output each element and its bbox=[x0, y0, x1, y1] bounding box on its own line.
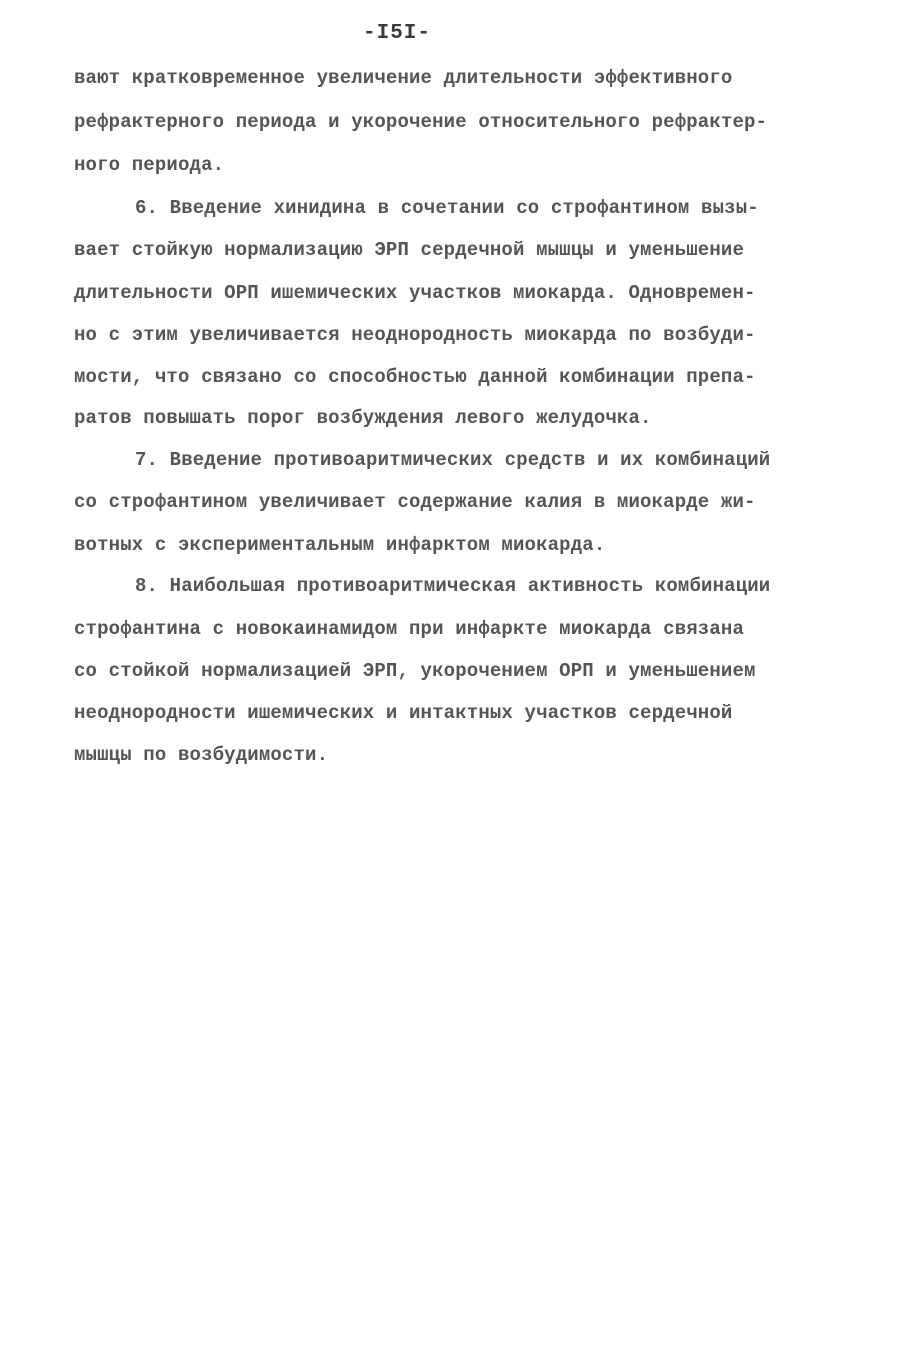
text-line: рефрактерного периода и укорочение относительного рефрактер- bbox=[74, 111, 768, 133]
text-line: вотных с экспериментальным инфарктом миокарда. bbox=[74, 534, 606, 556]
text-line: но с этим увеличивается неоднородность миокарда по возбуди- bbox=[74, 324, 756, 346]
text-line: неоднородности ишемических и интактных участков сердечной bbox=[74, 702, 733, 724]
paragraph-8-first-line: 8. Наибольшая противоаритмическая активность комбинации bbox=[135, 575, 771, 597]
text-line: со стойкой нормализацией ЭРП, укорочением ОРП и уменьшением bbox=[74, 660, 756, 682]
text-line: вает стойкую нормализацию ЭРП сердечной мышцы и уменьшение bbox=[74, 239, 745, 261]
text-line: ратов повышать порог возбуждения левого желудочка. bbox=[74, 407, 652, 429]
text-line: мости, что связано со способностью данной комбинации препа- bbox=[74, 366, 756, 388]
paragraph-7-first-line: 7. Введение противоаритмических средств и их комбинаций bbox=[135, 449, 771, 471]
text-line: ного периода. bbox=[74, 154, 225, 176]
text-line: со строфантином увеличивает содержание калия в миокарде жи- bbox=[74, 491, 756, 513]
page-number: -I5I- bbox=[362, 22, 431, 45]
text-line: вают кратковременное увеличение длительности эффективного bbox=[74, 67, 733, 89]
text-line: мышцы по возбудимости. bbox=[74, 744, 329, 766]
text-line: строфантина с новокаинамидом при инфаркте миокарда связана bbox=[74, 618, 745, 640]
text-line: длительности ОРП ишемических участков миокарда. Одновремен- bbox=[74, 282, 756, 304]
paragraph-6-first-line: 6. Введение хинидина в сочетании со строфантином вызы- bbox=[135, 197, 759, 219]
